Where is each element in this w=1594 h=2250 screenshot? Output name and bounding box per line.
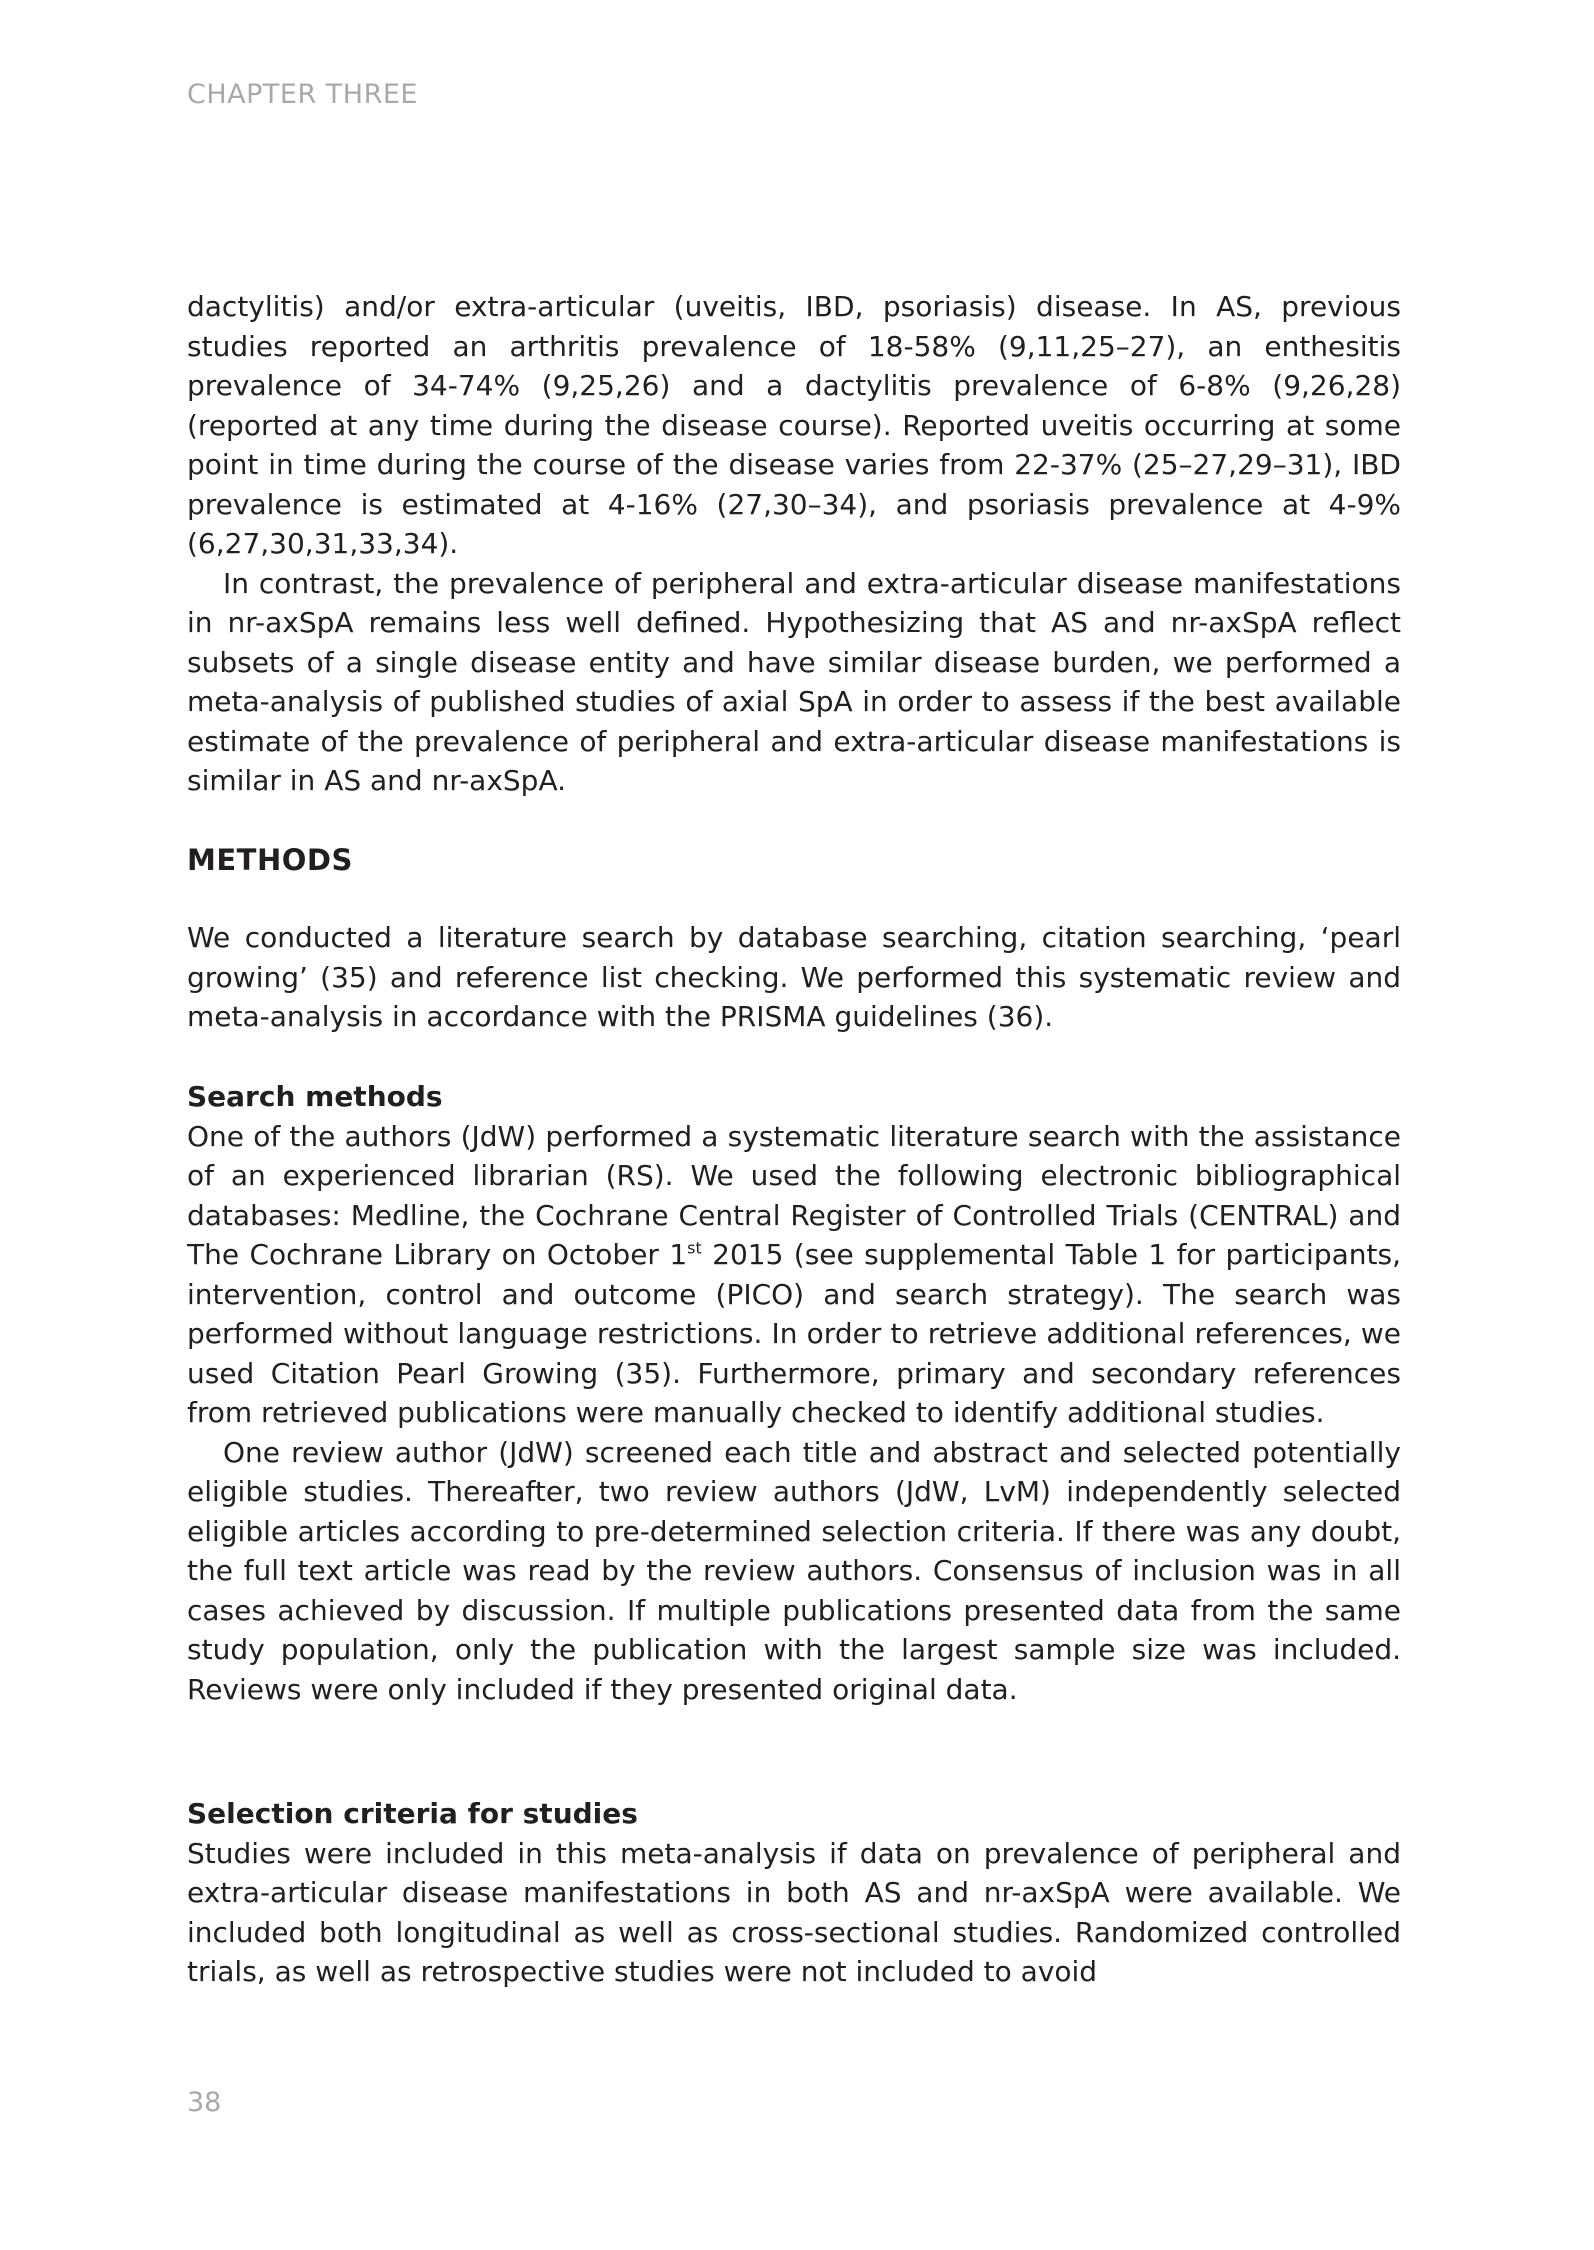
intro-paragraph-1: dactylitis) and/or extra-articular (uveitis, IBD, psoriasis) disease. In AS, previous studies reported an arthritis prevalence of 18-58% (9,11,25–27), an enthesitis prevalence of 34-74% (9,25,26) and a dactylitis prevalence of 6-8% (9,26,28) (reported at any time during the disease course). Reported uveitis occurring at some point in time during the course of the disease varies from 22-37% (25–27,29–31), IBD prevalence is estimated at 4-16% (27,30–34), and psoriasis prevalence at 4-9% (6,27,30,31,33,34).: [187, 290, 1401, 560]
selection-criteria-section: [187, 1794, 1401, 1992]
methods-section: [187, 918, 1401, 1037]
selection-criteria-paragraph-1: Studies were included in this meta-analysis if data on prevalence of peripheral and extra-articular disease manifestations in both AS and nr-axSpA were available. We included both longitudinal as well as cross-sectional studies. Randomized controlled trials, as well as retrospective studies were not included to avoid: [187, 1836, 1401, 1988]
search-methods-text-a: One of the authors (JdW) performed a systematic literature search with the assistance of an experienced librarian (RS). We used the following electronic bibliographical databases: Medline, the Cochrane Central Register of Controlled Trials (CENTRAL) and The Cochrane Library on October 1: [187, 1119, 1401, 1271]
running-head: CHAPTER THREE: [187, 79, 418, 110]
intro-paragraph-2: In contrast, the prevalence of peripheral and extra-articular disease manifestations in nr-axSpA remains less well defined. Hypothesizing that AS and nr-axSpA reflect subsets of a single disease entity and have similar disease burden, we performed a meta-analysis of published studies of axial SpA in order to assess if the best available estimate of the prevalence of peripheral and extra-articular disease manifestations is similar in AS and nr-axSpA.: [187, 566, 1401, 797]
search-methods-paragraph-2: One review author (JdW) screened each title and abstract and selected potentially eligible studies. Thereafter, two review authors (JdW, LvM) independently selected eligible articles according to pre-determined selection criteria. If there was any doubt, the full text article was read by the review authors. Consensus of inclusion was in all cases achieved by discussion. If multiple publications presented data from the same study population, only the publication with the largest sample size was included. Reviews were only included if they presented original data.: [187, 1435, 1401, 1706]
page-number: 38: [187, 2087, 222, 2118]
ordinal-suffix: st: [687, 1238, 702, 1258]
search-methods-section: [187, 1077, 1401, 1709]
search-methods-text-b: 2015 (see supplemental Table 1 for participants, intervention, control and outcome (PICO) and search strategy). The search was performed without language restrictions. In order to retrieve additional references, we used Citation Pearl Growing (35). Furthermore, primary and secondary references from retrieved publications were manually checked to identify additional studies.: [187, 1238, 1401, 1429]
methods-paragraph-1: We conducted a literature search by database searching, citation searching, ‘pearl growing’ (35) and reference list checking. We performed this systematic review and meta-analysis in accordance with the PRISMA guidelines (36).: [187, 921, 1401, 1033]
search-methods-paragraph-1: [187, 1117, 1401, 1433]
intro-section: [187, 287, 1401, 801]
search-methods-heading: Search methods: [187, 1080, 443, 1113]
methods-heading: METHODS: [187, 843, 353, 877]
selection-criteria-heading: Selection criteria for studies: [187, 1797, 638, 1830]
